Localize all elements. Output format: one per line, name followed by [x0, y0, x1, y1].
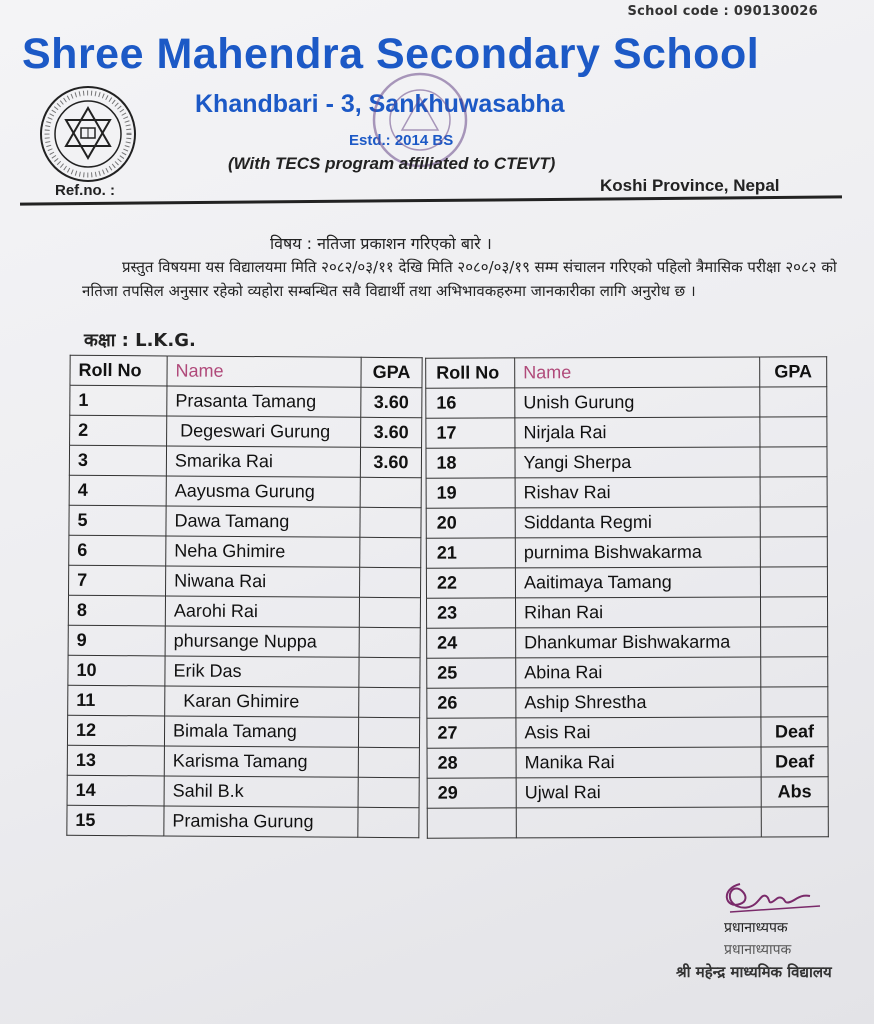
results-table-right	[425, 356, 829, 838]
roll-number: 20	[426, 508, 515, 538]
header-gpa: GPA	[361, 357, 422, 387]
table-row	[69, 535, 421, 567]
roll-number: 5	[69, 505, 166, 536]
school-stamp-name: श्री महेन्द्र माध्यमिक विद्यालय	[676, 963, 832, 981]
student-name: Aarohi Rai	[165, 596, 359, 627]
gpa-value	[358, 807, 419, 837]
results-table-left	[66, 355, 422, 838]
table-row	[67, 745, 419, 777]
table-row	[427, 687, 828, 718]
gpa-value: 3.60	[361, 387, 422, 417]
roll-number: 4	[69, 475, 166, 506]
roll-number: 7	[69, 565, 166, 596]
student-name: Rihan Rai	[516, 597, 761, 628]
school-code: School code : 090130026	[627, 4, 818, 19]
letter-body-text: प्रस्तुत विषयमा यस विद्यालयमा मिति २०८२/०३/११ देखि मिति २०८०/०३/१९ सम्म संचालन गरिएको पहिलो त्रैमासिक परीक्षा २०८२ को नतिजा तपसिल अनुसार रहेको व्यहोरा सम्बन्धित सवै विद्यार्थी तथा अभिभावकहरुमा जानकारीका लागि अनुरोध छ ।	[82, 258, 837, 300]
table-row	[69, 475, 421, 507]
header-divider	[20, 195, 842, 205]
student-name	[516, 807, 761, 838]
letter-subject: विषय : नतिजा प्रकाशन गरिएको बारे ।	[270, 234, 492, 253]
student-name: Rishav Rai	[515, 477, 760, 508]
student-name: phursange Nuppa	[165, 626, 359, 657]
table-row	[67, 805, 419, 837]
header-roll: Roll No	[70, 355, 167, 386]
gpa-value	[760, 447, 827, 477]
table-row	[427, 717, 828, 748]
table-row	[426, 507, 827, 538]
student-name: Karisma Tamang	[164, 746, 358, 777]
student-name: Manika Rai	[516, 747, 761, 778]
roll-number: 22	[426, 568, 515, 598]
roll-number: 11	[68, 685, 165, 716]
letter-body	[82, 255, 842, 303]
header-name: Name	[167, 356, 361, 387]
gpa-value	[358, 717, 419, 747]
table-row	[68, 655, 420, 687]
table-row	[69, 445, 421, 477]
gpa-value	[359, 687, 420, 717]
table-row	[70, 385, 422, 417]
roll-number: 6	[69, 535, 166, 566]
student-name: Neha Ghimire	[166, 536, 360, 567]
table-row	[426, 387, 827, 418]
table-row	[426, 417, 827, 448]
table-row	[427, 627, 828, 658]
student-name: Niwana Rai	[166, 566, 360, 597]
roll-number: 12	[67, 715, 164, 746]
student-name: Unish Gurung	[515, 387, 760, 418]
student-name: Erik Das	[165, 656, 359, 687]
roll-number: 28	[427, 748, 516, 778]
table-row	[69, 505, 421, 537]
gpa-value: Deaf	[761, 747, 828, 777]
table-row	[68, 595, 420, 627]
roll-number: 24	[427, 628, 516, 658]
student-name: Aayusma Gurung	[166, 476, 360, 507]
table-row	[68, 685, 420, 717]
gpa-value	[760, 597, 827, 627]
table-header-row	[426, 357, 827, 388]
table-row	[427, 807, 828, 838]
gpa-value	[360, 537, 421, 567]
table-row	[70, 415, 422, 447]
gpa-value	[761, 687, 828, 717]
gpa-value	[359, 597, 420, 627]
student-name: Yangi Sherpa	[515, 447, 760, 478]
roll-number: 21	[426, 538, 515, 568]
gpa-value	[760, 387, 827, 417]
gpa-value	[359, 627, 420, 657]
gpa-value	[360, 477, 421, 507]
table-row	[426, 537, 827, 568]
roll-number: 29	[427, 778, 516, 808]
table-row	[69, 565, 421, 597]
student-name: Bimala Tamang	[164, 716, 358, 747]
table-row	[427, 657, 828, 688]
student-name: Karan Ghimire	[165, 686, 359, 717]
principal-stamp-title: प्रधानाध्यापक	[724, 942, 792, 958]
gpa-value	[359, 657, 420, 687]
student-name: Degeswari Gurung	[167, 416, 361, 447]
table-row	[67, 715, 419, 747]
student-name: Siddanta Regmi	[515, 507, 760, 538]
gpa-value: 3.60	[360, 447, 421, 477]
reference-number-label: Ref.no. :	[55, 182, 115, 199]
roll-number: 13	[67, 745, 164, 776]
roll-number: 25	[427, 658, 516, 688]
roll-number	[427, 808, 516, 838]
school-address: Khandbari - 3, Sankhuwasabha	[195, 90, 565, 118]
established-year: Estd.: 2014 BS	[349, 132, 454, 149]
roll-number: 17	[426, 418, 515, 448]
student-name: Sahil B.k	[164, 776, 358, 807]
student-name: Dawa Tamang	[166, 506, 360, 537]
gpa-value	[761, 657, 828, 687]
roll-number: 23	[427, 598, 516, 628]
roll-number: 26	[427, 688, 516, 718]
roll-number: 18	[426, 448, 515, 478]
roll-number: 14	[67, 775, 164, 806]
header-gpa: GPA	[760, 357, 827, 387]
table-row	[68, 625, 420, 657]
table-row	[67, 775, 419, 807]
gpa-value	[760, 477, 827, 507]
gpa-value: Deaf	[761, 717, 828, 747]
student-name: purnima Bishwakarma	[515, 537, 760, 568]
student-name: Dhankumar Bishwakarma	[516, 627, 761, 658]
gpa-value	[760, 507, 827, 537]
roll-number: 1	[70, 385, 167, 416]
table-header-row	[70, 355, 422, 387]
header-roll: Roll No	[426, 358, 515, 388]
principal-title: प्रधानाध्यपक	[724, 920, 788, 936]
roll-number: 19	[426, 478, 515, 508]
gpa-value	[760, 417, 827, 447]
school-title: Shree Mahendra Secondary School	[22, 30, 760, 78]
gpa-value	[358, 777, 419, 807]
student-name: Ujwal Rai	[516, 777, 761, 808]
table-row	[426, 447, 827, 478]
table-row	[426, 567, 827, 598]
gpa-value: Abs	[761, 777, 828, 807]
roll-number: 10	[68, 655, 165, 686]
table-row	[426, 477, 827, 508]
table-row	[427, 777, 828, 808]
student-name: Aship Shrestha	[516, 687, 761, 718]
gpa-value	[760, 537, 827, 567]
gpa-value	[761, 807, 828, 837]
school-logo-icon	[38, 84, 138, 184]
roll-number: 9	[68, 625, 165, 656]
roll-number: 16	[426, 388, 515, 418]
table-row	[427, 597, 828, 628]
student-name: Abina Rai	[516, 657, 761, 688]
gpa-value	[358, 747, 419, 777]
roll-number: 15	[67, 805, 164, 836]
roll-number: 27	[427, 718, 516, 748]
gpa-value	[761, 627, 828, 657]
roll-number: 8	[68, 595, 165, 626]
student-name: Asis Rai	[516, 717, 761, 748]
province-label: Koshi Province, Nepal	[600, 176, 780, 195]
student-name: Aaitimaya Tamang	[515, 567, 760, 598]
affiliation-note: (With TECS program affiliated to CTEVT)	[228, 154, 556, 173]
roll-number: 2	[70, 415, 167, 446]
roll-number: 3	[69, 445, 166, 476]
student-name: Pramisha Gurung	[164, 806, 358, 837]
student-name: Smarika Rai	[166, 446, 360, 477]
student-name: Nirjala Rai	[515, 417, 760, 448]
gpa-value	[359, 567, 420, 597]
gpa-value	[760, 567, 827, 597]
student-name: Prasanta Tamang	[167, 386, 361, 417]
gpa-value	[360, 507, 421, 537]
header-name: Name	[515, 357, 760, 388]
class-label: कक्षा : L.K.G.	[84, 330, 196, 351]
table-row	[427, 747, 828, 778]
gpa-value: 3.60	[361, 417, 422, 447]
